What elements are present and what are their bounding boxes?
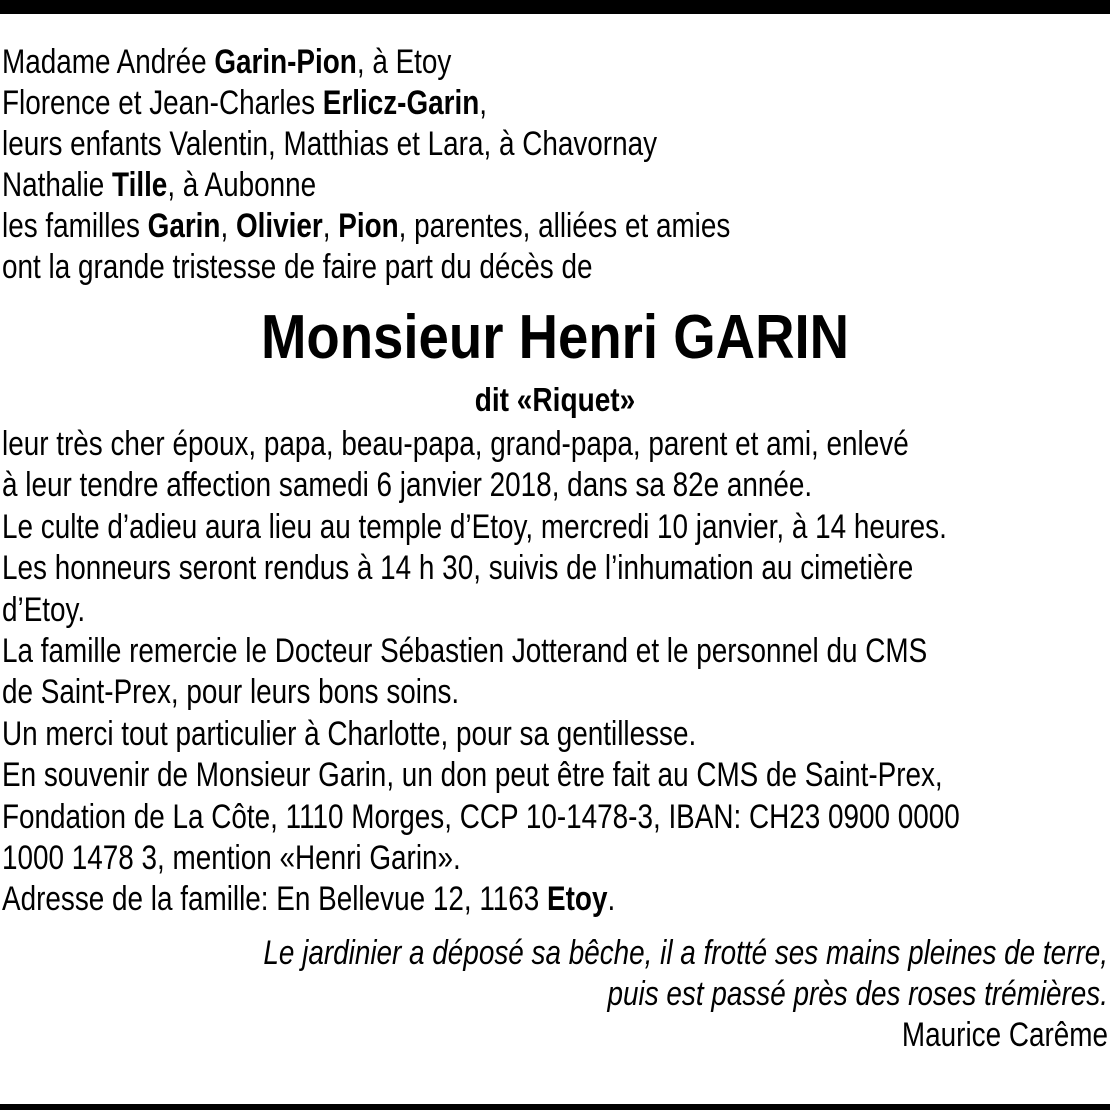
donation-line-2: Fondation de La Côte, 1110 Morges, CCP 10-1478-3, IBAN: CH23 0900 0000 — [2, 797, 960, 836]
family-line-1 — [2, 42, 1108, 83]
family-line-4-surname: Tille — [112, 166, 168, 204]
family-line-1-surname: Garin-Pion — [214, 43, 357, 81]
quote-author: Maurice Carême — [901, 1015, 1108, 1054]
family-line-5-text: les familles — [2, 207, 148, 245]
obituary-notice — [2, 42, 1108, 1056]
family-line-1-text: Madame Andrée — [2, 43, 215, 81]
family-line-2-punct: , — [479, 84, 488, 122]
family-line-2-text: Florence et Jean-Charles — [2, 84, 323, 122]
bottom-border-rule — [0, 1104, 1110, 1110]
family-line-3: leurs enfants Valentin, Matthias et Lara, à Chavornay — [2, 125, 658, 163]
family-line-5-sep-2: , — [322, 207, 339, 245]
family-address-text: Adresse de la famille: En Bellevue 12, 1163 — [2, 880, 548, 919]
body-line-2: à leur tendre affection samedi 6 janvier 2018, dans sa 82e année. — [2, 466, 813, 505]
service-line-3: d’Etoy. — [2, 590, 86, 629]
family-line-4-text: Nathalie — [2, 166, 113, 204]
thanks-line-3: Un merci tout particulier à Charlotte, pour sa gentillesse. — [2, 714, 697, 753]
family-surname-garin: Garin — [147, 207, 221, 245]
family-address-town: Etoy — [547, 880, 608, 919]
family-surname-olivier: Olivier — [235, 207, 323, 245]
family-address — [2, 879, 1108, 920]
family-line-2-surname: Erlicz-Garin — [322, 84, 480, 122]
quote-line-2: puis est passé près des roses trémières. — [607, 974, 1108, 1013]
thanks-line-2: de Saint-Prex, pour leurs bons soins. — [2, 673, 460, 712]
deceased-name: Monsieur Henri GARIN — [260, 303, 850, 372]
announcement-line: ont la grande tristesse de faire part du décès de — [2, 248, 593, 286]
family-address-punct: . — [607, 880, 616, 919]
family-line-1-place: , à Etoy — [356, 43, 452, 81]
closing-quote — [2, 933, 1108, 1056]
family-line-2 — [2, 83, 1108, 124]
service-line-1: Le culte d’adieu aura lieu au temple d’Etoy, mercredi 10 janvier, à 14 heures. — [2, 507, 947, 546]
service-line-2: Les honneurs seront rendus à 14 h 30, suivis de l’inhumation au cimetière — [2, 549, 914, 588]
family-line-4 — [2, 165, 1108, 206]
family-line-5-sep-1: , — [220, 207, 236, 245]
family-line-5-rest: , parentes, alliées et amies — [398, 207, 731, 245]
family-line-4-place: , à Aubonne — [167, 166, 317, 204]
family-surname-pion: Pion — [338, 207, 399, 245]
deceased-nickname: dit «Riquet» — [474, 381, 636, 418]
quote-line-1: Le jardinier a déposé sa bêche, il a frotté ses mains pleines de terre, — [263, 933, 1108, 972]
family-line-5 — [2, 206, 1108, 247]
donation-line-3: 1000 1478 3, mention «Henri Garin». — [2, 839, 461, 878]
thanks-line-1: La famille remercie le Docteur Sébastien Jotterand et le personnel du CMS — [2, 632, 928, 671]
top-border-rule — [0, 0, 1110, 14]
body-line-1: leur très cher époux, papa, beau-papa, grand-papa, parent et ami, enlevé — [2, 425, 909, 463]
donation-line-1: En souvenir de Monsieur Garin, un don peut être fait au CMS de Saint-Prex, — [2, 756, 943, 795]
